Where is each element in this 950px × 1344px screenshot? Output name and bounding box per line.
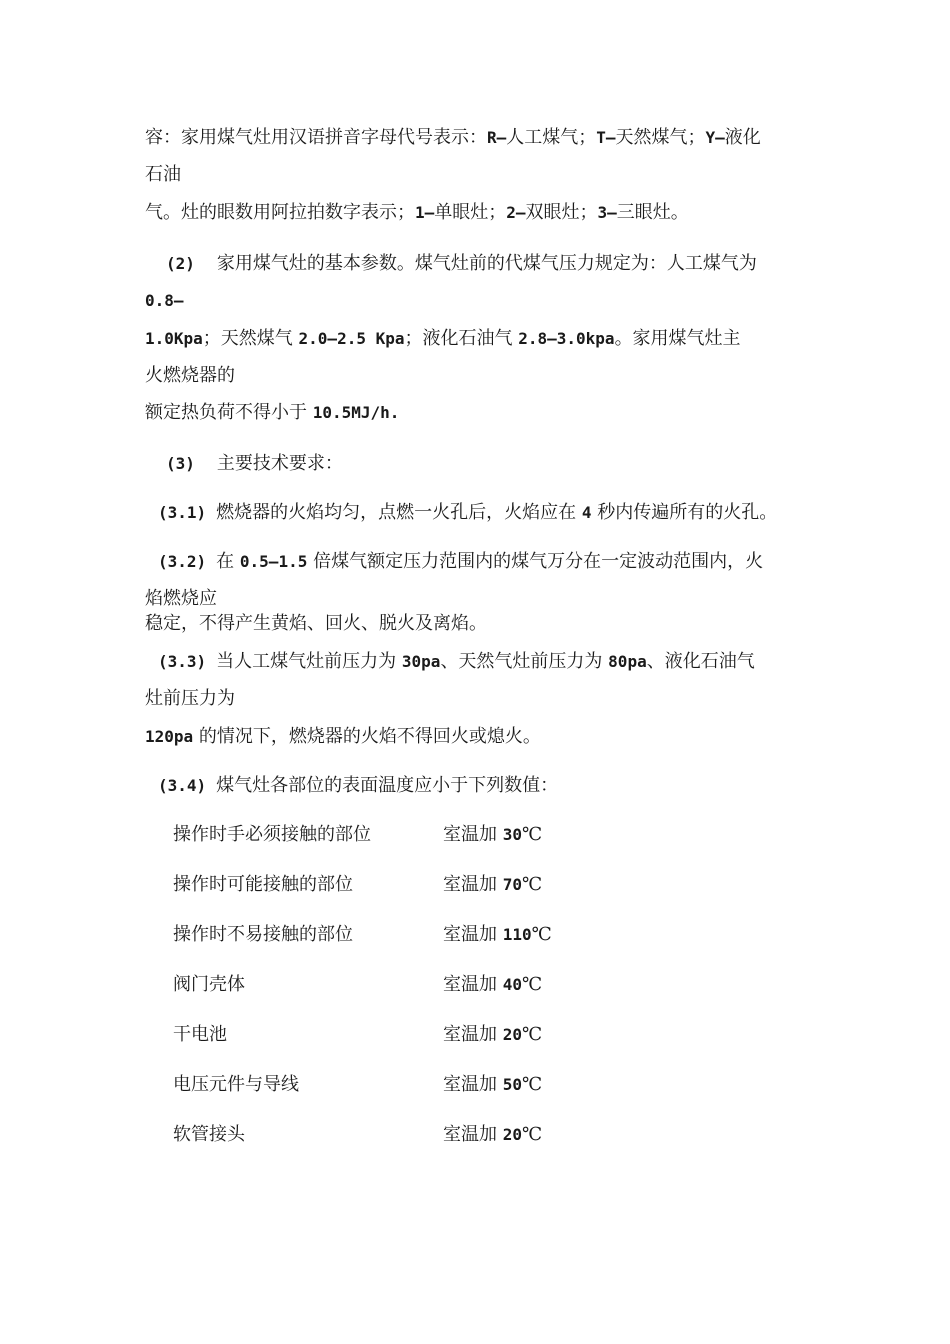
item-3-3-line1 [158,649,755,675]
item-number: (3.4) [158,776,207,795]
para2-line5 [145,400,399,426]
value: 30pa [401,652,441,671]
text: 家用煤气灶的基本参数。煤气灶前的代煤气压力规定为：人工煤气为 [216,253,757,274]
item-3-4 [158,773,558,799]
temp-number: 30 [502,825,522,844]
text: ；液化石油气 [404,328,519,349]
text: 当人工煤气灶前压力为 [216,651,402,672]
text: 三眼灶。 [616,202,689,223]
temp-value [443,1122,542,1148]
text: 煤气灶各部位的表面温度应小于下列数值： [216,775,559,796]
temp-prefix: 室温加 [443,824,503,845]
temp-unit: ℃ [522,974,543,995]
temp-value [443,972,542,998]
section-number: (3) [166,454,195,473]
temp-value [443,872,542,898]
item-3-3-line2: 灶前压力为 [145,688,235,709]
part-name: 软管接头 [173,1124,245,1145]
part-name: 操作时可能接触的部位 [173,874,353,895]
item-3-1 [158,500,777,526]
value: 10.5MJ/h. [312,403,400,422]
temp-number: 110 [502,925,532,944]
value: 2.8—3.0kpa [518,329,615,348]
text: 燃烧器的火焰均匀，点燃一火孔后，火焰应在 [216,502,582,523]
text: 人工煤气； [506,127,597,148]
text: 的情况下，燃烧器的火焰不得回火或熄火。 [193,726,541,747]
temp-number: 40 [502,975,522,994]
table-row [173,872,773,898]
temp-number: 20 [502,1025,522,1044]
para2-line1 [166,251,757,277]
table-row [173,822,773,848]
text: 天然煤气； [615,127,706,148]
para2-line3 [145,326,741,352]
table-row [173,1122,773,1148]
value: 4 [581,503,592,522]
value: 2.0—2.5 Kpa [298,329,405,348]
temp-prefix: 室温加 [443,1124,503,1145]
code-2: 2— [506,203,526,222]
temp-unit: ℃ [522,1124,543,1145]
part-name: 电压元件与导线 [173,1074,299,1095]
text: 主要技术要求： [216,453,343,474]
temp-prefix: 室温加 [443,1024,503,1045]
item-number: (3.3) [158,652,207,671]
temp-prefix: 室温加 [443,874,503,895]
temp-value [443,922,552,948]
code-3: 3— [597,203,617,222]
item-3-2-line3: 稳定，不得产生黄焰、回火、脱火及离焰。 [145,613,487,634]
para2-line4: 火燃烧器的 [145,365,235,386]
part-name: 干电池 [173,1024,227,1045]
part-name: 操作时不易接触的部位 [173,924,353,945]
text: 单眼灶； [434,202,507,223]
item-3-2-line2: 焰燃烧应 [145,588,217,609]
text: 在 [216,551,240,572]
para2-line2: 0.8— [145,291,184,310]
temp-unit: ℃ [522,824,543,845]
text: 容：家用煤气灶用汉语拼音字母代号表示： [145,127,487,148]
table-row [173,972,773,998]
text: 秒内传遍所有的火孔。 [591,502,778,523]
para1-line3 [145,200,689,226]
temp-value [443,1022,542,1048]
text: ；天然煤气 [202,328,299,349]
temp-unit: ℃ [522,874,543,895]
table-row [173,922,773,948]
part-name: 阀门壳体 [173,974,245,995]
para1-line2: 石油 [145,164,181,185]
text: 额定热负荷不得小于 [145,402,313,423]
code-1: 1— [415,203,435,222]
part-name: 操作时手必须接触的部位 [173,824,371,845]
temp-value [443,1072,542,1098]
text: 。家用煤气灶主 [614,328,741,349]
text: 、液化石油气 [646,651,755,672]
table-row [173,1072,773,1098]
section-number: (2) [166,254,195,273]
temp-prefix: 室温加 [443,924,503,945]
temp-unit: ℃ [522,1024,543,1045]
para3-heading [166,451,343,477]
item-3-3-line3 [145,724,541,750]
temp-number: 20 [502,1125,522,1144]
text: 、天然气灶前压力为 [440,651,609,672]
code-t: T— [596,128,616,147]
value: 1.0Kpa [145,329,203,348]
code-r: R— [487,128,507,147]
value: 0.5—1.5 [239,552,308,571]
temp-value [443,822,542,848]
item-number: (3.2) [158,552,207,571]
temp-prefix: 室温加 [443,974,503,995]
value: 120pa [145,727,194,746]
temp-unit: ℃ [522,1074,543,1095]
text: 倍煤气额定压力范围内的煤气万分在一定波动范围内，火 [307,551,764,572]
item-3-2-line1 [158,549,763,575]
text: 双眼灶； [525,202,598,223]
temp-number: 70 [502,875,522,894]
temp-unit: ℃ [531,924,552,945]
value: 80pa [608,652,647,671]
temp-prefix: 室温加 [443,1074,503,1095]
table-row [173,1022,773,1048]
item-number: (3.1) [158,503,207,522]
para1-line1 [145,125,761,151]
temp-number: 50 [502,1075,522,1094]
text: 液化 [724,127,761,148]
code-y: Y— [705,128,725,147]
text: 气。灶的眼数用阿拉拍数字表示； [145,202,415,223]
